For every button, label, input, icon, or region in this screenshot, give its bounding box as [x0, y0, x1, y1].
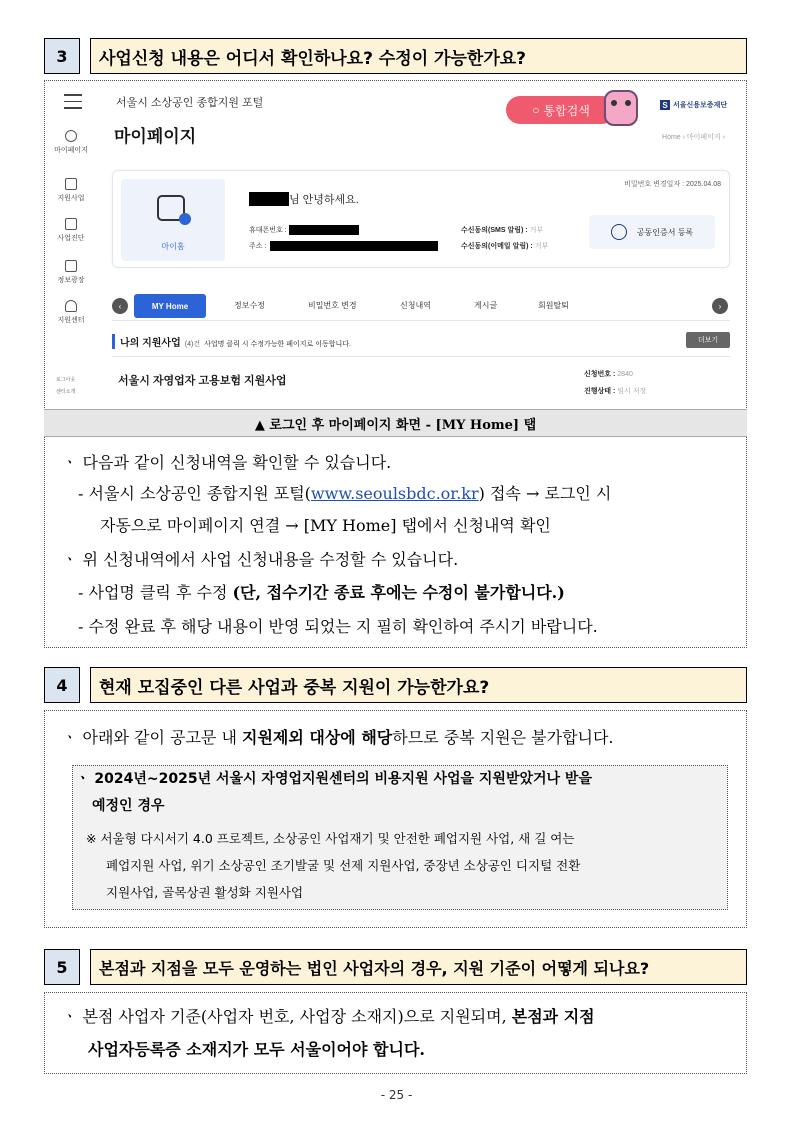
people-icon	[65, 300, 77, 312]
more-button: 더보기	[686, 332, 730, 348]
tab-divider	[112, 320, 730, 321]
application-number: 신청번호 : 2840	[584, 371, 633, 378]
search-icon: ○	[532, 103, 540, 117]
mypage-tabs	[112, 294, 730, 318]
profile-card	[112, 170, 730, 268]
chart-icon	[65, 178, 77, 190]
q4-number: 4	[44, 667, 80, 703]
q4-note-line-1: ※ 서울형 다시서기 4.0 프로젝트, 소상공인 사업재기 및 안전한 폐업지원 사업, 새 길 여는	[86, 831, 575, 846]
q3-line-4: ㆍ 위 신청내역에서 사업 신청내용을 수정할 수 있습니다.	[62, 550, 459, 569]
fund-logo	[660, 100, 727, 110]
tab-edit-info: 정보수정	[234, 301, 265, 310]
my-support-heading: 나의 지원사업 (4)건 사업명 클릭 시 수정가능한 페이지로 이동합니다.	[112, 334, 351, 349]
tab-withdraw: 회원탈퇴	[538, 301, 569, 310]
password-changed-date: 비밀번호 변경일자 : 2025.04.08	[624, 181, 721, 188]
tab-my-home: MY Home	[134, 294, 206, 318]
sidebar-item-diagnosis: 사업진단	[46, 218, 96, 243]
portal-title: 서울시 소상공인 종합지원 포털	[116, 97, 264, 109]
q5-number: 5	[44, 949, 80, 985]
mascot-icon	[604, 90, 638, 126]
sidebar-item-logout: 로그아웃	[56, 377, 76, 383]
q4-header	[44, 667, 747, 703]
lock-icon	[611, 224, 627, 240]
q4-title: 현재 모집중인 다른 사업과 중복 지원이 가능한가요?	[90, 667, 747, 703]
avatar-label: 마이홈	[161, 242, 185, 251]
application-title: 서울시 자영업자 고용보험 지원사업	[118, 375, 287, 387]
q4-note-line-2: 폐업지원 사업, 위기 소상공인 조기발굴 및 선제 지원사업, 중장년 소상공인 디지털 전환	[106, 858, 581, 873]
breadcrumb: Home › 마이페이지 ›	[662, 134, 725, 141]
redacted-phone	[289, 225, 359, 235]
fund-logo-text: 서울신용보증재단	[673, 102, 728, 109]
q3-number: 3	[44, 38, 80, 74]
q3-line-1: ㆍ 다음과 같이 신청내역을 확인할 수 있습니다.	[62, 453, 392, 472]
certificate-register-button: 공동인증서 등록	[589, 215, 715, 249]
clipboard-icon	[65, 218, 77, 230]
screenshot-caption: ▲ 로그인 후 마이페이지 화면 - [MY Home] 탭	[44, 409, 747, 437]
q4-box-line-1: ㆍ 2024년~2025년 서울시 자영업지원센터의 비용지원 사업을 지원받았거나 받을	[76, 771, 592, 787]
avatar	[121, 179, 225, 261]
redacted-name	[249, 192, 289, 206]
tab-change-password: 비밀번호 변경	[308, 301, 357, 310]
q4-note-line-3: 지원사업, 골목상권 활성화 지원사업	[106, 885, 304, 900]
greeting: 님 안녕하세요.	[249, 191, 359, 207]
q3-line-3: 자동으로 마이페이지 연결 → [MY Home] 탭에서 신청내역 확인	[100, 516, 551, 535]
sidebar-item-center: 지원센터	[46, 300, 96, 325]
tab-posts: 게시글	[474, 301, 498, 310]
search-button	[506, 96, 616, 124]
q5-header	[44, 949, 747, 985]
q3-line-6: - 수정 완료 후 해당 내용이 반영 되었는 지 필히 확인하여 주시기 바랍니다.	[78, 617, 598, 636]
q4-line-1: ㆍ 아래와 같이 공고문 내 지원제외 대상에 해당하므로 중복 지원은 불가합니다.	[62, 728, 614, 747]
list-divider	[112, 356, 730, 357]
page-title: 마이페이지	[114, 127, 197, 146]
sidebar-item-mypage: 마이페이지	[46, 130, 96, 155]
sidebar-item-info: 정보광장	[46, 260, 96, 285]
q5-line-1: ㆍ 본점 사업자 기준(사업자 번호, 사업장 소재지)으로 지원되며, 본점과 지점	[62, 1007, 595, 1026]
q4-box-line-2: 예정인 경우	[92, 798, 165, 814]
search-label: 통합검색	[543, 103, 590, 118]
phone-row: 휴대폰번호 :	[249, 225, 359, 235]
q3-line-5: - 사업명 클릭 후 수정 (단, 접수기간 종료 후에는 수정이 불가합니다.)	[78, 583, 565, 602]
q5-title: 본점과 지점을 모두 운영하는 법인 사업자의 경우, 지원 기준이 어떻게 되나요?	[90, 949, 747, 985]
user-icon	[65, 130, 77, 142]
email-consent: 수신동의(이메일 알림) : 거부	[461, 243, 549, 250]
tab-prev-icon: ‹	[112, 298, 128, 314]
fund-logo-icon: S	[660, 100, 670, 110]
redacted-address	[270, 241, 438, 251]
sms-consent: 수신동의(SMS 알림) : 거부	[461, 227, 544, 234]
mypage-screenshot	[46, 82, 745, 409]
portal-link[interactable]: www.seoulsbdc.or.kr	[310, 484, 479, 503]
page-number: - 25 -	[380, 1088, 413, 1102]
application-status: 진행상태 : 임시 저장	[584, 388, 647, 395]
sidebar-item-support: 지원사업	[46, 178, 96, 203]
sidebar-item-about: 센터소개	[56, 389, 76, 395]
q5-line-2: 사업자등록증 소재지가 모두 서울이어야 합니다.	[88, 1040, 425, 1059]
q3-header	[44, 38, 747, 74]
document-icon	[65, 260, 77, 272]
tab-next-icon: ›	[712, 298, 728, 314]
tab-applications: 신청내역	[400, 301, 431, 310]
q3-title: 사업신청 내용은 어디서 확인하나요? 수정이 가능한가요?	[90, 38, 747, 74]
menu-icon	[64, 94, 82, 114]
q5-answer-box	[44, 992, 747, 1074]
address-row: 주소 :	[249, 241, 438, 251]
gear-icon	[179, 213, 191, 225]
q3-line-2: - 서울시 소상공인 종합지원 포털(www.seoulsbdc.or.kr) 접속 → 로그인 시	[78, 484, 612, 503]
